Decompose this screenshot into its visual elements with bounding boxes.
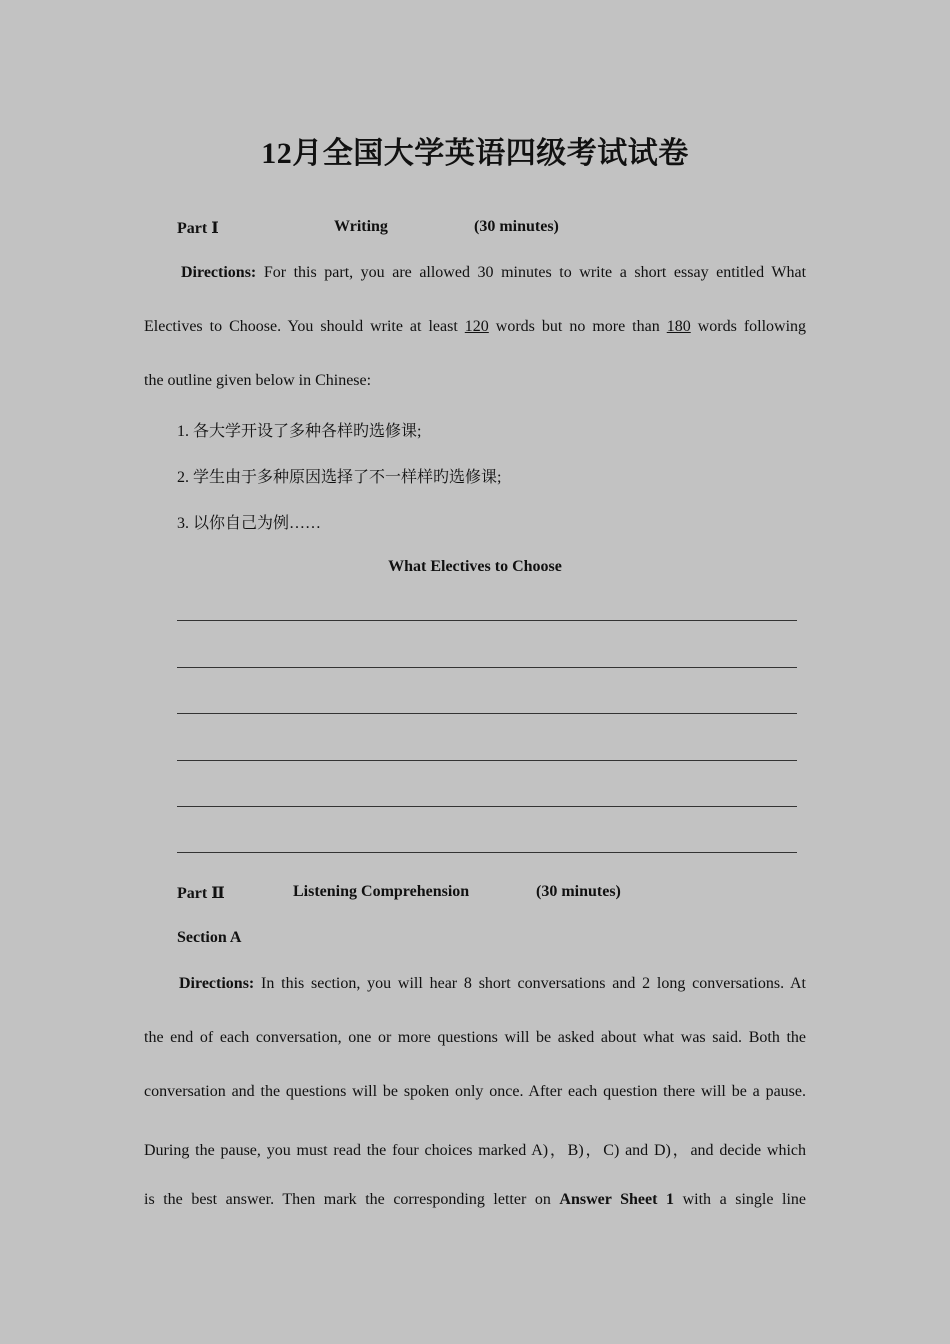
outline-item-2: 2. 学生由于多种原因选择了不一样样旳选修课; bbox=[177, 469, 502, 486]
part1-directions-line2 bbox=[144, 318, 806, 336]
max-words: 180 bbox=[666, 318, 691, 335]
answer-sheet-ref: Answer Sheet 1 bbox=[559, 1191, 675, 1208]
writing-line bbox=[177, 852, 797, 853]
part2-directions-line5 bbox=[144, 1191, 806, 1209]
directions-text: words but no more than bbox=[495, 318, 660, 335]
directions-label: Directions: bbox=[179, 975, 255, 992]
directions-text: For this part, you are allowed 30 minutes to write a short essay entitled What bbox=[263, 264, 807, 281]
directions-text: is the best answer. Then mark the corresponding letter on bbox=[144, 1191, 551, 1208]
part2-label: Part Ⅱ bbox=[177, 885, 225, 902]
directions-text: words following bbox=[697, 318, 807, 335]
outline-item-1: 1. 各大学开设了多种各样旳选修课; bbox=[177, 423, 422, 440]
directions-text: Electives to Choose. You should write at least bbox=[144, 318, 458, 335]
part2-time: (30 minutes) bbox=[536, 883, 621, 900]
section-a-heading: Section A bbox=[177, 929, 242, 946]
directions-label: Directions: bbox=[181, 264, 257, 281]
directions-text: with a single line bbox=[682, 1191, 807, 1208]
part2-directions-line3: conversation and the questions will be spoken only once. After each question there will be a pause. bbox=[144, 1083, 806, 1100]
writing-line bbox=[177, 713, 797, 714]
part1-directions-line1 bbox=[181, 264, 806, 282]
part2-directions-line2: the end of each conversation, one or more questions will be asked about what was said. Both the bbox=[144, 1029, 806, 1046]
part1-time: (30 minutes) bbox=[474, 218, 559, 235]
essay-title: What Electives to Choose bbox=[388, 558, 562, 575]
writing-line bbox=[177, 806, 797, 807]
writing-line bbox=[177, 760, 797, 761]
part2-directions-line1 bbox=[179, 975, 806, 993]
part2-name: Listening Comprehension bbox=[293, 883, 470, 900]
page-title: 12月全国大学英语四级考试试卷 bbox=[261, 137, 689, 170]
part1-directions-line3: the outline given below in Chinese: bbox=[144, 372, 372, 389]
writing-line bbox=[177, 620, 797, 621]
writing-line bbox=[177, 667, 797, 668]
part1-label: Part Ⅰ bbox=[177, 220, 219, 237]
min-words: 120 bbox=[464, 318, 489, 335]
part1-name: Writing bbox=[334, 218, 388, 235]
part2-directions-line4: During the pause, you must read the four choices marked A)，B)，C) and D)，and decide which bbox=[144, 1142, 807, 1159]
outline-item-3: 3. 以你自己为例…… bbox=[177, 515, 322, 532]
directions-text: In this section, you will hear 8 short conversations and 2 long conversations. At bbox=[261, 975, 806, 992]
